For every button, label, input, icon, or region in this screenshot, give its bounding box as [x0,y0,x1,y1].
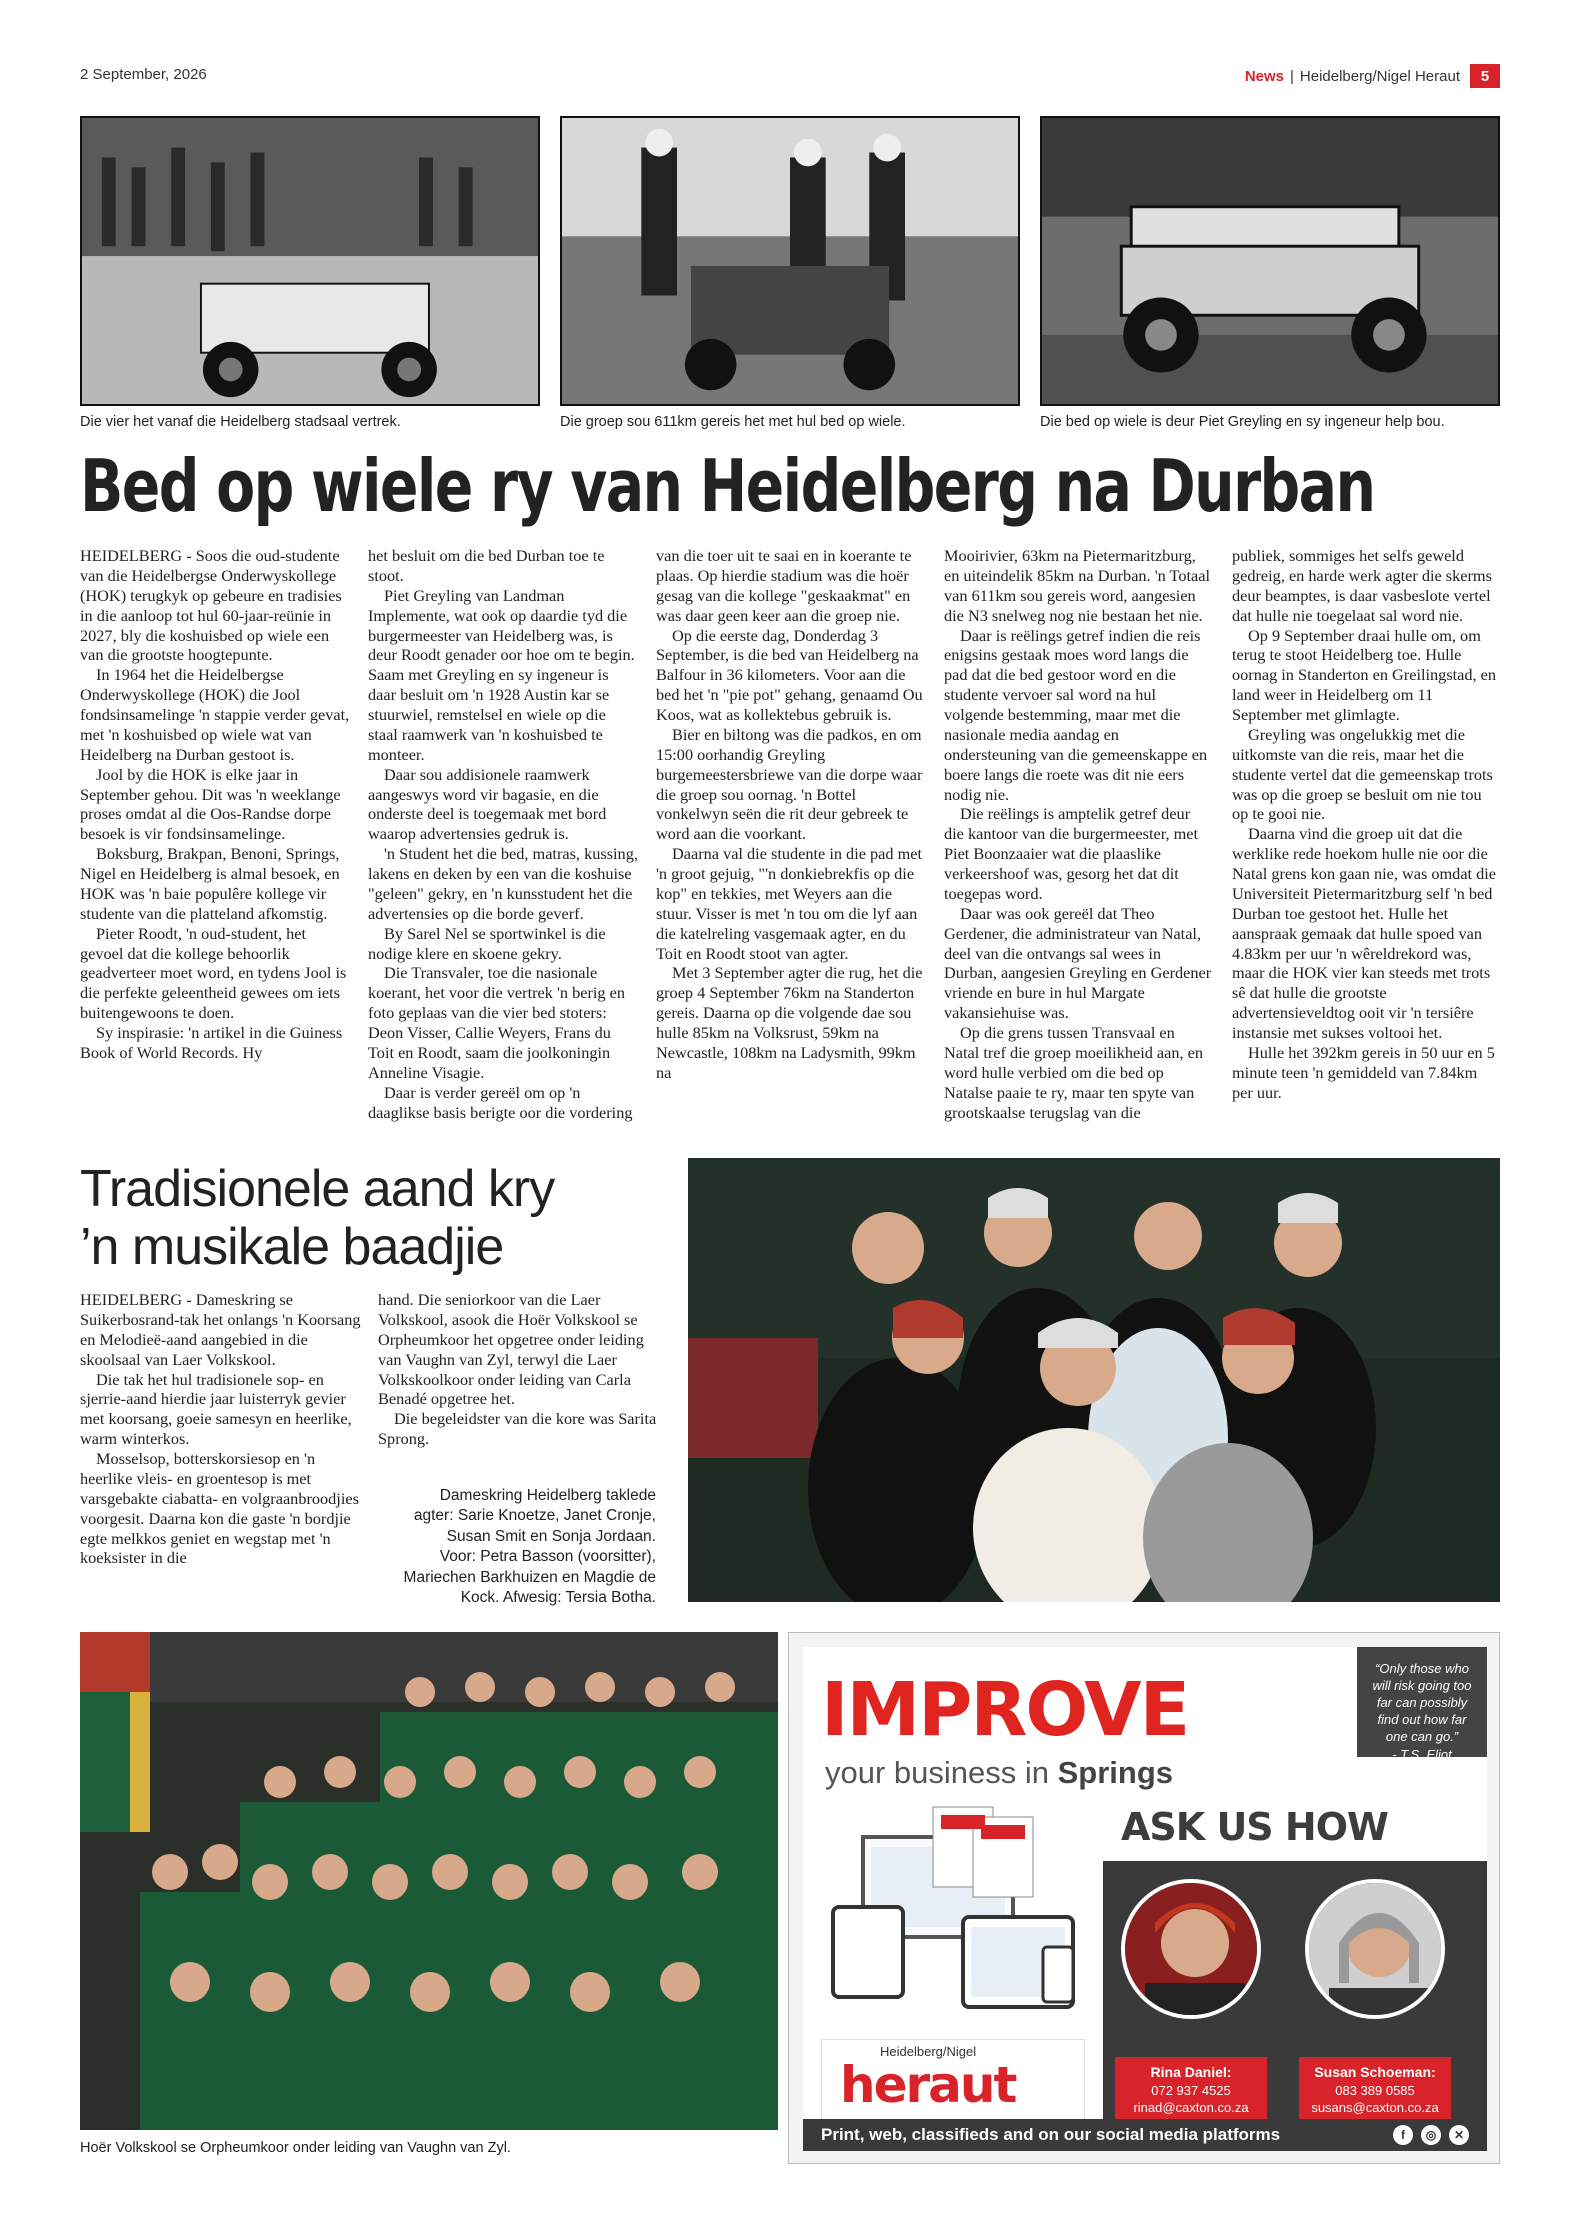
paragraph: Bier en biltong was die padkos, en om 15:00 oorhandig Greyling burgemeestersbriewe van die dorpe waar die groep sou oornag. 'n Bottel vonkelwyn seën die rit deur gebreek te word aan die voorkant. [656,724,923,844]
paragraph: Die reëlings is amptelik getref deur die kantoor van die burgermeester, met Piet Boonzaaier wat die plaaslike verkeershoof was, gesorg het dat dit toegepas word. [944,804,1199,903]
contact-phone[interactable]: 072 937 4525 [1151,2082,1231,2098]
publication-name: Heidelberg/Nigel Heraut [1299,67,1460,85]
paragraph: Sy inspirasie: 'n artikel in die Guiness Book of World Records. Hy [80,1023,343,1062]
header-right [1245,64,1500,88]
facebook-icon[interactable]: f [1393,2125,1413,2145]
quote-text: “Only those who will risk going too far can possibly find out how far one can go.” [1372,1661,1472,1744]
photo-choir [80,1632,778,2130]
paragraph: Pieter Roodt, 'n oud-student, het gevoel dat die kollege behoorlik geadverteer moet word, en tydens Jool is die perfekte geleentheid gewees om iets buitengewoons te doen. [80,923,347,1023]
paragraph: het besluit om die bed Durban toe te stoot. [368,546,605,585]
advertisement[interactable] [788,1632,1500,2164]
herald-logo [821,2039,1085,2123]
paragraph: In 1964 het die Heidelbergse Onderwyskollege (HOK) die Jool fondsinsamelinge 'n stappie verder gevat, met 'n koshuisbed op wiele wat van Heidelberg na Durban gestoot is. [80,665,350,764]
paragraph: Daar is reëlings getref indien die reis enigsins gestaak moes word langs die pad dat die bed gestoor word en die studente vervoer sal word na hul volgende bestemming, maar met die nasionale media aandag en ondersteuning van die gemeenskappe en boere langs die roete was dit nie eers nodig nie. [944,625,1208,804]
article-column-1 [80,546,350,1063]
paragraph: Die tak het hul tradisionele sop- en sjerrie-aand hierdie jaar luisterryk gevier met koorsang, goeie samesyn en heerlike, warm winterkos. [80,1369,352,1449]
contact-box [1299,2057,1451,2123]
photo-pushing [560,116,1020,406]
ad-devices-graphic [823,1797,1093,2027]
photo-departure [80,116,540,406]
article-column-2 [368,546,638,1122]
contact-email[interactable]: rinad@caxton.co.za [1133,2100,1249,2116]
caption-bed: Die bed op wiele is deur Piet Greyling en sy ingeneur help bou. [1040,414,1445,430]
quote-author: - T.S. Eliot [1392,1747,1452,1763]
paragraph: Daarna vind die groep uit dat die werklike rede hoekom hulle nie oor die Natal grens kon gaan nie, was omdat die Universiteit Pietermaritzburg self 'n bed Durban toe gestoot het. Hulle het aanspraak gemaak dat hulle spoed van 4.83km per uur 'n wêreldrekord was, maar die HOK vier kan steeds met trots sê dat hulle die grootste advertensieveldtog ooit vir 'n tersiêre instansie met sukses voltooi het. [1232,824,1497,1042]
caption-line: Voor: Petra Basson (voorsitter), [439,1548,656,1566]
paragraph: Mooirivier, 63km na Pietermaritzburg, en uiteindelik 85km na Durban. 'n Totaal van 611km sou gereis word, aangesien die N3 snelweg nog nie bestaan het nie. [944,546,1211,625]
paragraph: Die Transvaler, toe die nasionale koerant, het voor die vertrek 'n berig en foto geplaas van die vier bed stoters: Deon Visser, Callie Weyers, Frans du Toit en Roodt, saam die joolkoningin Anneline Visagie. [368,963,626,1082]
contact-email[interactable]: susans@caxton.co.za [1311,2100,1439,2116]
paragraph: Daar is verder gereël om op 'n daaglikse basis berigte oor die vordering [368,1082,633,1122]
header-separator: | [1290,67,1294,85]
paragraph: HEIDELBERG - Dameskring se Suikerbosrand-tak het onlangs 'n Koorsang en Melodieë-aand aangebied in die skoolsaal van Laer Volkskool. [80,1290,361,1369]
article-column-3 [656,546,926,1083]
contact-box [1115,2057,1267,2123]
social-icons [1393,2125,1469,2145]
contact-rina [1115,1861,1267,2123]
article2-headline-line: ’n musikale baadjie [80,1218,504,1277]
dameskring-caption [368,1486,656,1609]
article2-headline-line: Tradisionele aand kry [80,1160,555,1218]
paragraph: Jool by die HOK is elke jaar in September gehou. Dit was 'n weeklange proses omdat al die Oos-Randse dorpe besoek is vir fondsinsamelinge. [80,764,341,844]
contact-name: Rina Daniel: [1150,2064,1232,2080]
ad-footer-text: Print, web, classifieds and on our social media platforms [821,2125,1281,2144]
herald-logo-top: Heidelberg/Nigel [880,2044,977,2059]
ad-footer [803,2119,1487,2151]
paragraph: By Sarel Nel se sportwinkel is die nodige klere en skoene gekry. [368,923,606,963]
article2-column-1 [80,1290,362,1568]
instagram-icon[interactable]: ◎ [1421,2125,1441,2145]
article2-headline [80,1160,640,1276]
paragraph: Greyling was ongelukkig met die uitkomste van die reis, maar het die studente vertel dat die gemeenskap trots was op die groep se besluit om nie tou op te gooi nie. [1232,724,1493,824]
x-icon[interactable]: ✕ [1449,2125,1469,2145]
paragraph: Mosselsop, botterskorsiesop en 'n heerlike vleis- en groentesop is met varsgebakte ciabatta- en volgraanbroodjies voorgesit. Daarna kon die gaste 'n bordjie egte melkkos geniet en wegstap met 'n koeksister in die [80,1449,359,1568]
photo-dameskring [688,1158,1500,1602]
paragraph: HEIDELBERG - Soos die oud-studente van die Heidelbergse Onderwyskollege (HOK) terugkyk op gebeure en tradisies in die aanloop tot hul 60-jaar-reünie in 2027, bly die koshuisbed op wiele een van die grootste hoogtepunte. [80,546,342,665]
paragraph: Op 9 September draai hulle om, om terug te stoot Heidelberg toe. Hulle oornag in Standerton en Greilingstad, en land weer in Heidelberg om 11 September met glimlagte. [1232,625,1497,724]
ad-ask: ASK US HOW [1121,1805,1388,1849]
article2-column-2 [378,1290,660,1449]
paragraph: Op die grens tussen Transvaal en Natal tref die groep moeilikheid aan, en word hulle verbied om die bed op Natalse paaie te ry, maar ten spyte van grootskaalse terugslag van die [944,1023,1204,1122]
paragraph: Daar was ook gereël dat Theo Gerdener, die administrateur van Natal, deel van die ontvangs sal wees in Durban, aangesien Greyling en Gerdener vriende en bure in hul Margate vakansiehuise was. [944,903,1212,1023]
ad-subtitle-text: your business in [825,1755,1058,1790]
paragraph: Piet Greyling van Landman Implemente, wat ook op daardie tyd die burgermeester van Heidelberg was, is deur Roodt genader oor hoe om te begin. Saam met Greyling en sy ingeneur is daar besluit om 'n 1928 Austin kar se stuurwiel, remstelsel en wiele op die staal raamwerk van 'n koshuisbed te monteer. [368,585,635,764]
contact-name: Susan Schoeman: [1314,2064,1436,2080]
paragraph: Met 3 September agter die rug, het die groep 4 September 76km na Standerton gereis. Daarna op die volgende dae sou hulle 85km na Volksrust, 59km na Newcastle, 108km na Ladysmith, 99km na [656,963,923,1082]
contact-susan [1299,1861,1451,2123]
page-number: 5 [1470,64,1500,88]
paragraph: Op die eerste dag, Donderdag 3 September, is die bed van Heidelberg na Balfour in 36 kilometers. Voor aan die bed het 'n "pie pot" gehang, genaamd Ou Koos, wat as kollektebus gebruik is. [656,625,923,724]
caption-line: Susan Smit en Sonja Jordaan. [446,1527,656,1545]
paragraph: hand. Die seniorkoor van die Laer Volkskool, asook die Hoër Volkskool se Orpheumkoor het opgetree onder leiding van Vaughn van Zyl, terwyl die Laer Volkskoolkoor onder leiding van Carla Benadé opgetree het. [378,1290,644,1409]
paragraph: Daarna val die studente in die pad met 'n groot gejuig, "'n donkiebrekfis op die kop" en tekkies, met Weyers aan die stuur. Visser is met 'n tou om die lyf aan die katelreling vasgemaak agter, en du Toit en Roodt stoot van agter. [656,844,923,963]
ad-quote [1357,1647,1487,1763]
paragraph: van die toer uit te saai en in koerante te plaas. Op hierdie stadium was die hoër gesag van die kollege "geskaakmat" en was daar geen keer aan die groep nie. [656,546,912,625]
article-headline: Bed op wiele ry van Heidelberg na Durban [80,444,1375,528]
article-column-5 [1232,546,1500,1103]
caption-line: Kock. Afwesig: Tersia Botha. [460,1589,656,1607]
header-date: 2 September, 2026 [80,66,207,83]
caption-line: Dameskring Heidelberg taklede [439,1487,656,1504]
section-label: News [1244,67,1284,85]
caption-line: agter: Sarie Knoetze, Janet Cronje, [413,1507,656,1525]
advertisement-body [803,1647,1487,2151]
paragraph: Daar sou addisionele raamwerk aangeswys word vir bagasie, en die onderste deel is toegemaak met bord waarop advertensies gedruk is. [368,764,607,844]
photo-bed-on-wheels [1040,116,1500,406]
paragraph: Hulle het 392km gereis in 50 uur en 5 minute teen 'n gemiddeld van 7.84km per uur. [1232,1042,1495,1102]
herald-logo-text: heraut [840,2056,1016,2114]
ad-title: IMPROVE [821,1667,1189,1753]
caption-line: Mariechen Barkhuizen en Magdie de [403,1568,656,1586]
caption-pushing: Die groep sou 611km gereis het met hul bed op wiele. [560,414,906,430]
paragraph: publiek, sommiges het selfs geweld gedreig, en harde werk agter die skerms deur beamptes, is daar vasbeslote vertel dat hulle nie toegelaat sal word nie. [1232,546,1492,625]
paragraph: Boksburg, Brakpan, Benoni, Springs, Nigel en Heidelberg is almal besoek, en HOK was 'n baie populêre kollege vir studente van die platteland afkomstig. [80,844,340,923]
ad-subtitle-place: Springs [1057,1755,1174,1790]
paragraph: 'n Student het die bed, matras, kussing, lakens en deken by een van die koshuise "geleen" gekry, en 'n kunsstudent het die advertensies op die borde geverf. [368,844,638,923]
caption-departure: Die vier het vanaf die Heidelberg stadsaal vertrek. [80,414,401,430]
ad-subtitle [825,1755,1173,1791]
paragraph: Die begeleidster van die kore was Sarita Sprong. [378,1409,657,1449]
article-column-4 [944,546,1214,1122]
contact-phone[interactable]: 083 389 0585 [1335,2082,1415,2098]
choir-caption: Hoër Volkskool se Orpheumkoor onder leiding van Vaughn van Zyl. [80,2140,511,2156]
